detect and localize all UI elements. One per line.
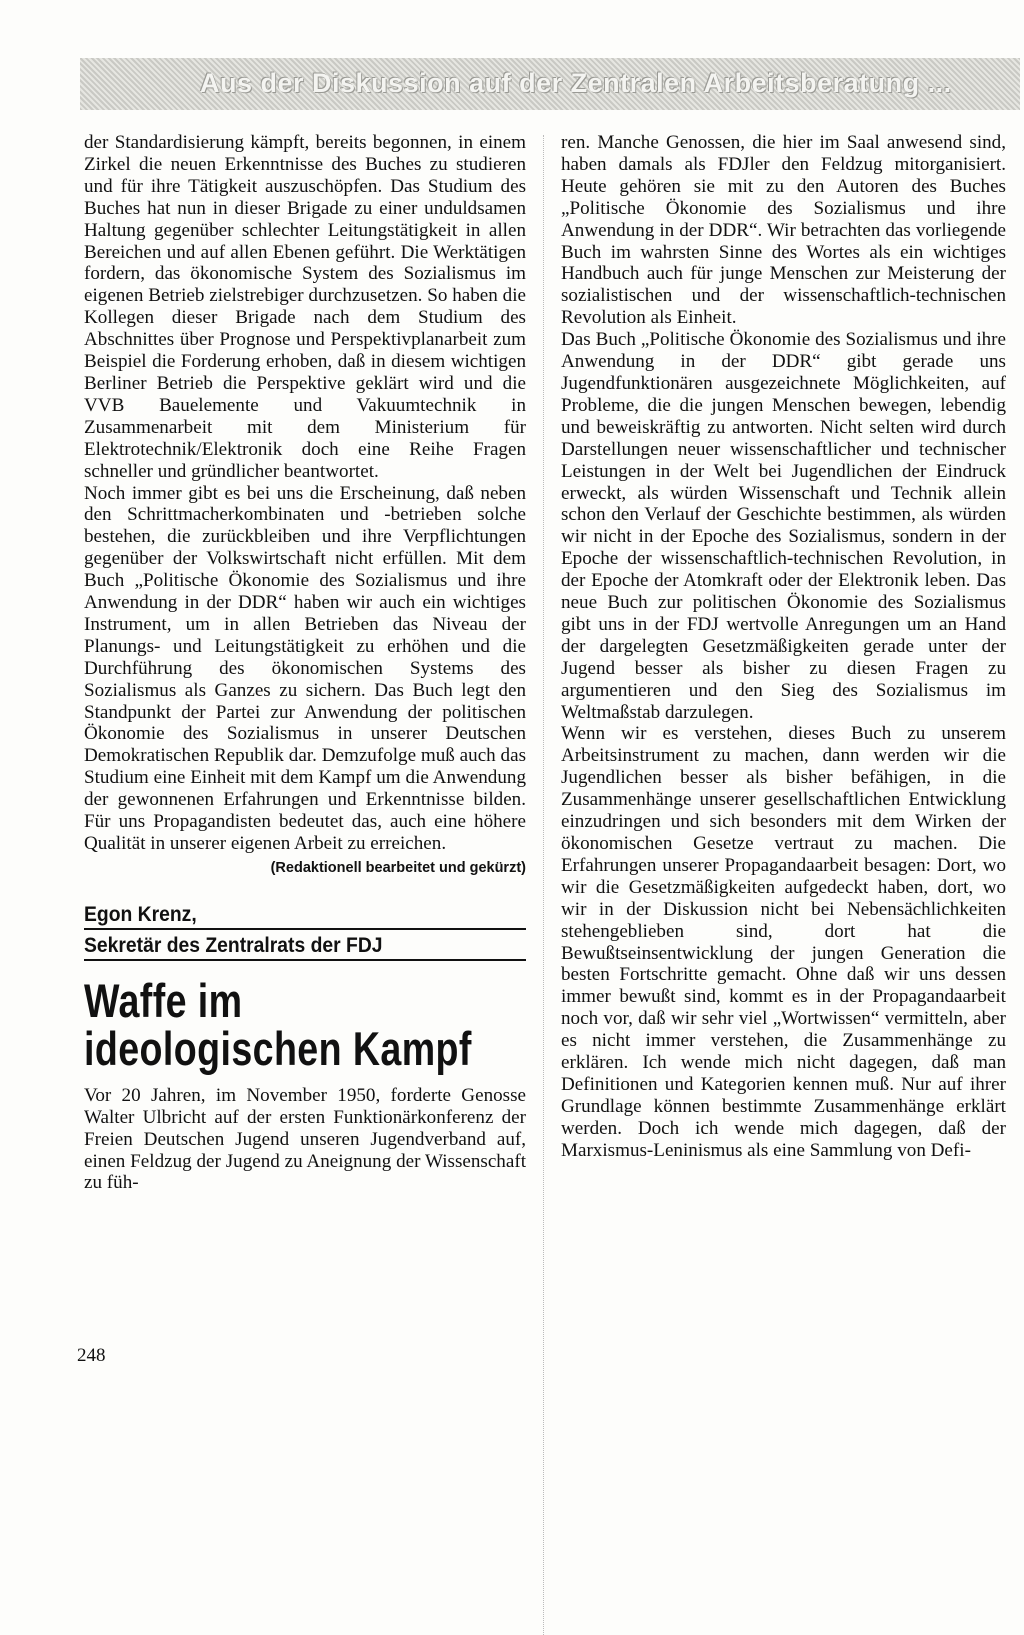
right-paragraph-1: ren. Manche Genossen, die hier im Saal anwesend sind, haben damals als FDJler den Feldzug mitorganisiert. Heute gehören sie mit zu den Autoren des Buches „Politische Ökonomie des Sozialismus und ihre Anwendung in der DDR“. Wir betrachten das vorliegende Buch im wahrsten Sinne des Wortes als ein wichtiges Handbuch auch für junge Menschen zur Meisterung der sozialistischen und der wissenschaftlich-technischen Revolution als Einheit. [561, 132, 1006, 329]
right-column [561, 132, 1006, 1162]
left-paragraph-2: Noch immer gibt es bei uns die Erscheinung, daß neben den Schrittmacherkombinaten und -betrieben solche bestehen, die zurückbleiben und ihre Verpflichtungen gegenüber der Volkswirtschaft nicht erfüllen. Mit dem Buch „Politische Ökonomie des Sozialismus und ihre Anwendung in der DDR“ haben wir auch ein wichtiges Instrument, um in allen Betrieben das Niveau der Planungs- und Leitungstätigkeit zu erhöhen und die Durchführung des ökonomischen Systems des Sozialismus als Ganzes zu sichern. Das Buch legt den Standpunkt der Partei zur Anwendung der politischen Ökonomie des Sozialismus in unserer Deutschen Demokratischen Republik dar. Demzufolge muß auch das Studium eine Einheit mit dem Kampf um die Anwendung der gewonnenen Erfahrungen und Erkenntnisse bilden. Für uns Propagandisten bedeutet das, auch eine höhere Qualität in unserer eigenen Arbeit zu erreichen. [84, 482, 526, 854]
author-title: Sekretär des Zentralrats der FDJ [84, 933, 383, 957]
editorial-note: (Redaktionell bearbeitet und gekürzt) [270, 859, 526, 876]
author-rule-bottom [84, 959, 526, 961]
left-paragraph-1: der Standardisierung kämpft, bereits begonnen, in einem Zirkel die neuen Erkenntnisse des Buches zu studieren und für ihre Tätigkeit auszuschöpfen. Das Studium des Buches hat nun in dieser Brigade zu einer unduldsamen Haltung gegenüber schlechter Leitungstätigkeit in allen Bereichen und auf allen Ebenen geführt. Die Werktätigen fordern, das ökonomische System des Sozialismus im eigenen Betrieb zielstrebiger durchzusetzen. So haben die Kollegen dieser Brigade nach dem Studium des Abschnittes über Prognose und Perspektivplanarbeit zum Beispiel die Forderung erhoben, daß in diesem wichtigen Berliner Betrieb die Perspektive geklärt wird und die VVB Bauelemente und Vakuumtechnik in Zusammenarbeit mit dem Ministerium für Elektrotechnik/Elektronik doch eine Reihe Fragen schneller und gründlicher beantwortet. [84, 132, 526, 482]
author-rule-top [84, 928, 526, 930]
left-column [84, 132, 526, 1194]
section-banner-title: Aus der Diskussion auf der Zentralen Arbeitsberatung ... [200, 68, 952, 98]
right-paragraph-2: Das Buch „Politische Ökonomie des Sozialismus und ihre Anwendung in der DDR“ gibt gerade uns Jugendfunktionären ausgezeichnete Möglichkeiten, auf Probleme, die die jungen Menschen bewegen, lebendig und beweiskräftig zu antworten. Nicht selten wird durch Darstellungen neuer wissenschaftlicher und technischer Leistungen in der Welt bei Jugendlichen der Eindruck erweckt, als würden Wissenschaft und Technik allein schon den Verlauf der Geschichte bestimmen, als würden wir nicht in der Epoche des Sozialismus, sondern in der Epoche der wissenschaftlich-technischen Revolution, in der Epoche der Atomkraft oder der Elektronik leben. Das neue Buch zur politischen Ökonomie des Sozialismus gibt uns in der FDJ wertvolle Anregungen um an Hand der dargelegten Gesetzmäßigkeiten gerade unter der Jugend besser als bisher zu diesen Fragen zu argumentieren und den Sieg des Sozialismus im Weltmaßstab darzulegen. [561, 329, 1006, 723]
author-name: Egon Krenz, [84, 902, 197, 926]
author-block [84, 902, 526, 961]
headline-line-2: ideologischen Kampf [84, 1021, 472, 1075]
right-paragraph-3: Wenn wir es verstehen, dieses Buch zu unserem Arbeitsinstrument zu machen, dann werden wir die Jugendlichen besser als bisher befähigen, in die Zusammenhänge unserer gesellschaftlichen Entwicklung einzudringen und sich besonders mit dem Wirken der ökonomischen Gesetze vertraut zu machen. Die Erfahrungen unserer Propagandaarbeit besagen: Dort, wo wir die Gesetzmäßigkeiten aufgedeckt haben, dort, wo wir in der Diskussion nicht bei Nebensächlichkeiten stehengeblieben sind, dort hat die Bewußtseinsentwicklung der jungen Generation die besten Fortschritte gemacht. Ohne daß wir uns dessen immer bewußt sind, kommt es in der Propagandaarbeit noch vor, daß wir sehr viel „Wortwissen“ vermitteln, aber es nicht immer verstehen, die Zusammenhänge zu erklären. Ich wende mich nicht dagegen, daß man Definitionen und Kategorien kennen muß. Nur auf ihrer Grundlage können bestimmte Zusammenhänge erklärt werden. Doch ich wende mich dagegen, daß der Marxismus-Leninismus als eine Sammlung von Defi- [561, 723, 1006, 1161]
article-intro: Vor 20 Jahren, im November 1950, forderte Genosse Walter Ulbricht auf der ersten Funktionärkonferenz der Freien Deutschen Jugend unseren Jugendverband auf, einen Feldzug der Jugend zu Aneignung der Wissenschaft zu füh- [84, 1084, 526, 1194]
page-number: 248 [77, 1345, 106, 1366]
section-banner [80, 58, 1020, 110]
article-headline [84, 973, 472, 1075]
headline-line-1: Waffe im [84, 973, 243, 1027]
column-divider [543, 135, 544, 1635]
